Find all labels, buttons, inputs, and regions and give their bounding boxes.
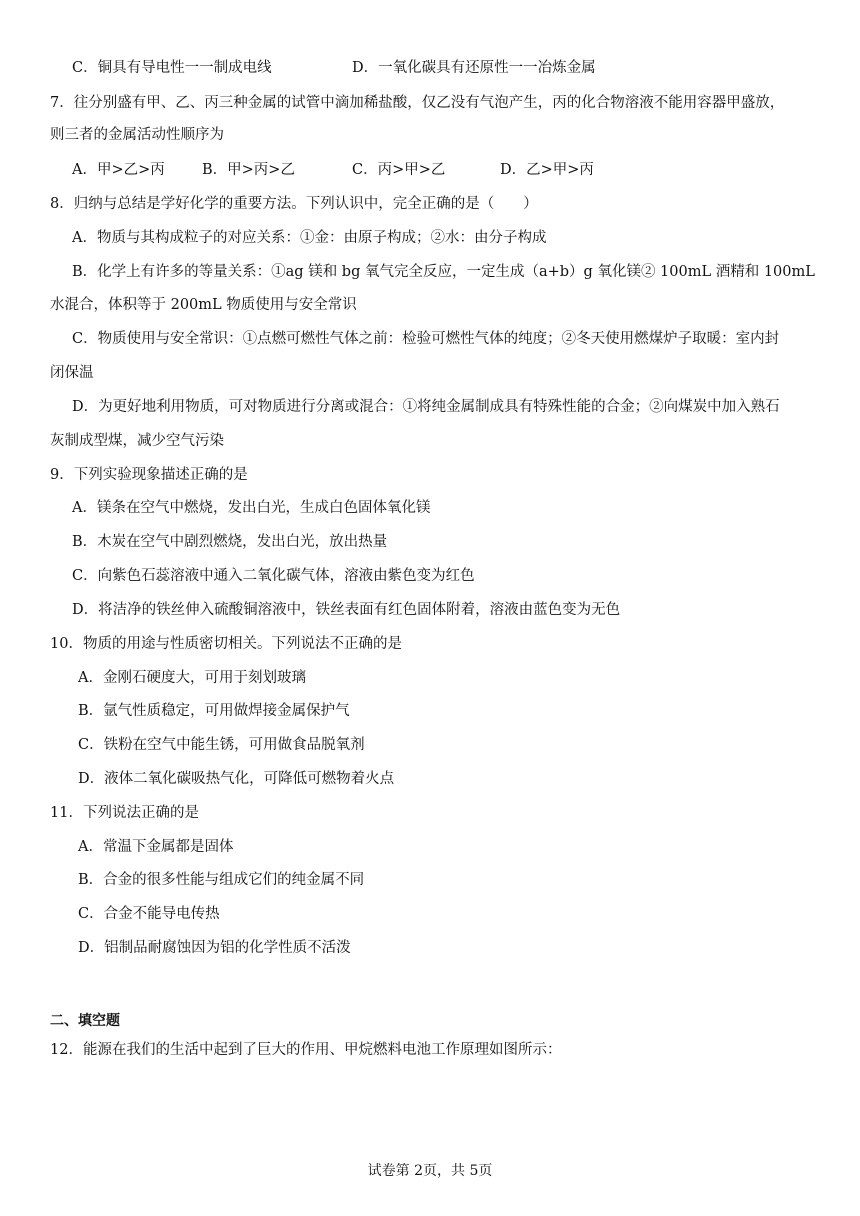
q7-option-c: C．丙>甲>乙 [352,162,446,178]
q9-option-b: B．木炭在空气中剧烈燃烧，发出白光，放出热量 [72,534,388,550]
q11-option-d: D．铝制品耐腐蚀因为铝的化学性质不活泼 [78,940,351,956]
q11-option-b: B．合金的很多性能与组成它们的纯金属不同 [78,872,365,888]
q7-stem-line1: 7．往分别盛有甲、乙、丙三种金属的试管中滴加稀盐酸，仅乙没有气泡产生，丙的化合物溶液不能用容器甲盛放， [50,95,785,111]
q10-option-b: B．氩气性质稳定，可用做焊接金属保护气 [78,703,350,719]
q10-option-d: D．液体二氧化碳吸热气化，可降低可燃物着火点 [78,771,395,787]
q7-stem-line2: 则三者的金属活动性顺序为 [50,127,224,143]
q11-option-a: A．常温下金属都是固体 [78,839,234,855]
q8-option-c-line1: C．物质使用与安全常识：①点燃可燃性气体之前：检验可燃性气体的纯度；②冬天使用燃煤炉子取暖：室内封 [72,331,780,347]
q7-option-d: D．乙>甲>丙 [500,162,594,178]
q9-option-c: C．向紫色石蕊溶液中通入二氧化碳气体，溶液由紫色变为红色 [72,568,475,584]
q10-option-a: A．金刚石硬度大，可用于刻划玻璃 [78,670,306,686]
q12-stem: 12．能源在我们的生活中起到了巨大的作用、甲烷燃料电池工作原理如图所示： [50,1042,562,1058]
q8-option-a: A．物质与其构成粒子的对应关系：①金：由原子构成；②水：由分子构成 [72,230,547,246]
q11-stem: 11．下列说法正确的是 [50,805,199,821]
q8-option-b-line1: B．化学上有许多的等量关系：①ag 镁和 bg 氧气完全反应，一定生成（a+b）g 氧化镁② 100mL 酒精和 100mL [72,264,815,280]
q9-option-d: D．将洁净的铁丝伸入硫酸铜溶液中，铁丝表面有红色固体附着，溶液由蓝色变为无色 [72,602,621,618]
q8-option-b-line2: 水混合，体积等于 200mL 物质使用与安全常识 [50,297,357,313]
q10-option-c: C．铁粉在空气中能生锈，可用做食品脱氧剂 [78,737,365,753]
page-footer: 试卷第 2页，共 5页 [367,1163,493,1179]
q8-option-d-line2: 灰制成型煤，减少空气污染 [50,433,224,449]
q6-option-d: D．一氧化碳具有还原性一一冶炼金属 [352,60,596,76]
q7-option-b: B．甲>丙>乙 [202,162,295,178]
q8-option-d-line1: D．为更好地利用物质，可对物质进行分离或混合：①将纯金属制成具有特殊性能的合金；②向煤炭中加入熟石 [72,399,780,415]
q9-option-a: A．镁条在空气中燃烧，发出白光，生成白色固体氧化镁 [72,500,431,516]
q8-option-c-line2: 闭保温 [50,365,94,381]
q11-option-c: C．合金不能导电传热 [78,906,220,922]
section-heading-fill-in: 二、填空题 [50,1013,120,1029]
q9-stem: 9．下列实验现象描述正确的是 [50,467,248,483]
q6-option-c: C．铜具有导电性一一制成电线 [72,60,272,76]
q8-stem: 8．归纳与总结是学好化学的重要方法。下列认识中，完全正确的是（ ） [50,196,538,212]
q7-option-a: A．甲>乙>丙 [72,162,165,178]
q10-stem: 10．物质的用途与性质密切相关。下列说法不正确的是 [50,636,402,652]
